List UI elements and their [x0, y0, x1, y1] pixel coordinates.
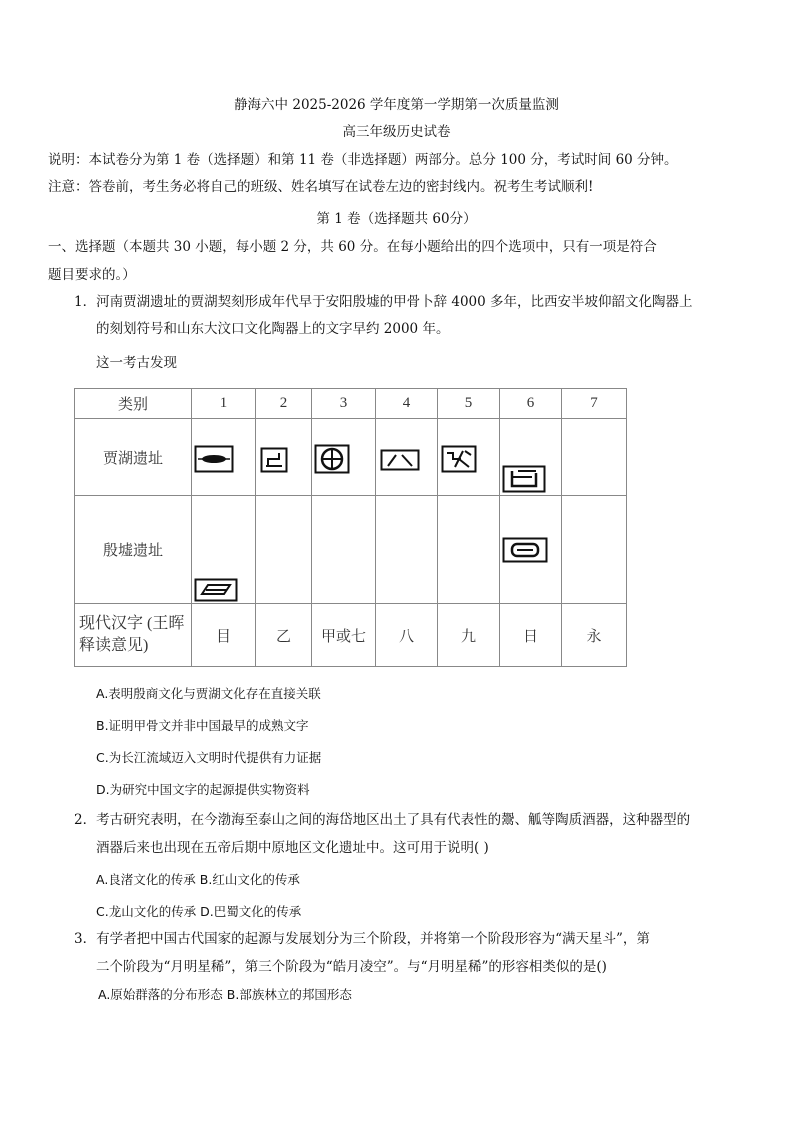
q1-option-b: B.证明甲骨文并非中国最早的成熟文字 [96, 718, 309, 733]
q1-option-d: D.为研究中国文字的起源提供实物资料 [96, 782, 310, 797]
exam-title: 静海六中 2025-2026 学年度第一学期第一次质量监测 [234, 97, 559, 113]
q2-stem-line2: 酒器后来也出现在五帝后期中原地区文化遗址中。这可用于说明( ) [96, 840, 489, 856]
modern-char-3: 甲或七 [312, 604, 376, 667]
q1-option-a: A.表明殷商文化与贾湖文化存在直接关联 [96, 686, 321, 701]
section-title: 第 1 卷（选择题共 60分） [316, 211, 477, 227]
q3-options-ab: A.原始群落的分布形态 B.部族林立的邦国形态 [98, 987, 352, 1002]
inscription-table [74, 388, 627, 667]
row-label-jiahu: 贾湖遗址 [75, 419, 192, 496]
table-row-jiahu [75, 419, 627, 496]
jiahu-glyph-cell-2 [256, 419, 312, 496]
header-col-4: 4 [376, 389, 438, 419]
glyph-jiu-icon [441, 445, 477, 473]
header-col-6: 6 [500, 389, 562, 419]
yinxu-glyph-cell-7 [562, 496, 627, 604]
header-col-7: 7 [562, 389, 627, 419]
modern-char-6: 日 [500, 604, 562, 667]
q1-stem-line3: 这一考古发现 [96, 355, 177, 371]
glyph-ri-yinxu-icon [502, 537, 548, 563]
jiahu-glyph-cell-4 [376, 419, 438, 496]
exam-instruction: 说明：本试卷分为第 1 卷（选择题）和第 11 卷（非选择题）两部分。总分 100 分，考试时间 60 分钟。 [48, 152, 678, 168]
jiahu-glyph-cell-1 [192, 419, 256, 496]
header-category: 类别 [75, 389, 192, 419]
yinxu-glyph-cell-6 [500, 496, 562, 604]
modern-char-4: 八 [376, 604, 438, 667]
glyph-mu-icon [194, 578, 238, 602]
yinxu-glyph-cell-1 [192, 496, 256, 604]
table-header-row [75, 389, 627, 419]
modern-char-1: 目 [192, 604, 256, 667]
modern-char-5: 九 [438, 604, 500, 667]
q1-stem-line1: 1．河南贾湖遗址的贾湖契刻形成年代早于安阳殷墟的甲骨卜辞 4000 多年，比西安半坡仰韶文化陶器上 [74, 294, 693, 310]
section-intro-line1: 一、选择题（本题共 30 小题，每小题 2 分，共 60 分。在每小题给出的四个选项中，只有一项是符合 [48, 239, 657, 255]
q1-stem-line2: 的刻划符号和山东大汶口文化陶器上的文字早约 2000 年。 [96, 321, 450, 337]
yinxu-glyph-cell-3 [312, 496, 376, 604]
glyph-eye-icon [194, 445, 234, 473]
q2-stem-line1: 2．考古研究表明，在今渤海至泰山之间的海岱地区出土了具有代表性的鬶、觚等陶质酒器，这种器型的 [74, 812, 691, 828]
glyph-ba-icon [380, 449, 420, 471]
q2-options-cd: C.龙山文化的传承 D.巴蜀文化的传承 [96, 904, 302, 919]
table-row-modern [75, 604, 627, 667]
exam-note: 注意：答卷前，考生务必将自己的班级、姓名填写在试卷左边的密封线内。祝考生考试顺利! [48, 179, 594, 195]
jiahu-glyph-cell-7 [562, 419, 627, 496]
row-label-yinxu: 殷墟遗址 [75, 496, 192, 604]
header-col-1: 1 [192, 389, 256, 419]
header-col-2: 2 [256, 389, 312, 419]
yinxu-glyph-cell-4 [376, 496, 438, 604]
jiahu-glyph-cell-5 [438, 419, 500, 496]
header-col-5: 5 [438, 389, 500, 419]
row-label-modern [75, 604, 192, 667]
glyph-yi-icon [260, 447, 288, 473]
jiahu-glyph-cell-6 [500, 419, 562, 496]
yinxu-glyph-cell-5 [438, 496, 500, 604]
jiahu-glyph-cell-3 [312, 419, 376, 496]
glyph-ri-icon [502, 465, 546, 493]
modern-char-7: 永 [562, 604, 627, 667]
header-col-3: 3 [312, 389, 376, 419]
section-intro-line2: 题目要求的。） [48, 267, 136, 283]
q3-stem-line1: 3．有学者把中国古代国家的起源与发展划分为三个阶段，并将第一个阶段形容为“满天星斗”，第 [74, 931, 650, 947]
row-label-modern-l2: 释读意见) [79, 637, 149, 654]
table-row-yinxu [75, 496, 627, 604]
q3-stem-line2: 二个阶段为“月明星稀”，第三个阶段为“皓月凌空”。与“月明星稀”的形容相类似的是() [96, 959, 607, 975]
yinxu-glyph-cell-2 [256, 496, 312, 604]
glyph-circle-cross-icon [314, 444, 350, 474]
exam-subtitle: 高三年级历史试卷 [342, 124, 451, 140]
q2-options-ab: A.良渚文化的传承 B.红山文化的传承 [96, 872, 300, 887]
q1-option-c: C.为长江流域迈入文明时代提供有力证据 [96, 750, 322, 765]
row-label-modern-l1: 现代汉字 (王晖 [79, 615, 185, 632]
modern-char-2: 乙 [256, 604, 312, 667]
